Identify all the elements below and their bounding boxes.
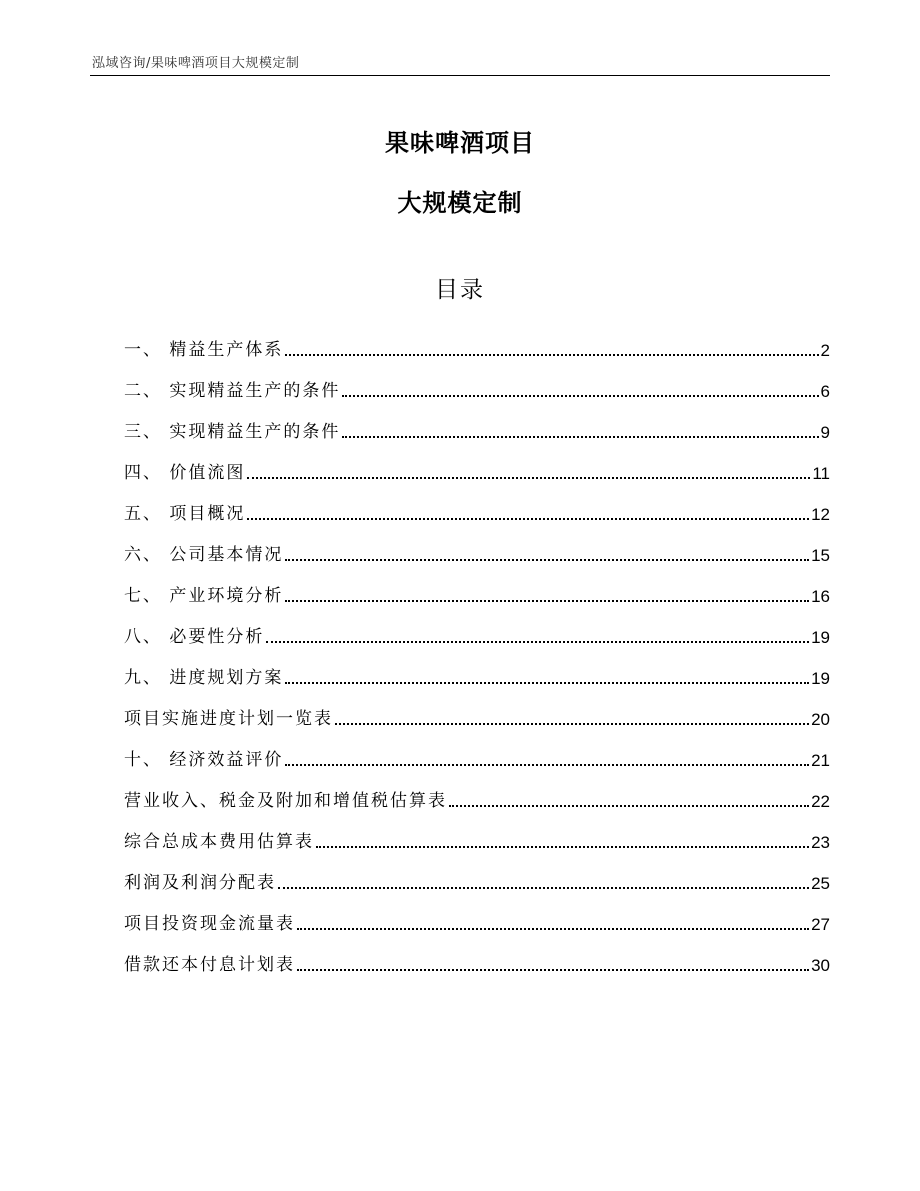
toc-entry[interactable] — [124, 771, 830, 812]
toc-leader-dots — [316, 846, 809, 848]
toc-entry[interactable] — [124, 894, 830, 935]
toc-leader-dots — [266, 641, 809, 643]
toc-entry-page: 22 — [811, 792, 830, 811]
toc-leader-dots — [285, 764, 809, 766]
document-title-line-2: 大规模定制 — [397, 189, 523, 217]
toc-entry-page: 16 — [811, 587, 830, 606]
toc-entry-label: 项目投资现金流量表 — [124, 914, 295, 934]
toc-entry-page: 23 — [811, 833, 830, 852]
toc-leader-dots — [297, 969, 809, 971]
toc-leader-dots — [297, 928, 809, 930]
toc-leader-dots — [449, 805, 809, 807]
toc-entry-page: 6 — [820, 382, 830, 401]
toc-entry-label: 三、 实现精益生产的条件 — [124, 422, 341, 442]
toc-entry-label: 一、 精益生产体系 — [124, 340, 284, 360]
header-divider — [90, 75, 830, 76]
toc-entry[interactable] — [124, 812, 830, 853]
document-title-line-1: 果味啤酒项目 — [385, 129, 535, 157]
toc-entry-page: 21 — [811, 751, 830, 770]
toc-leader-dots — [285, 600, 809, 602]
toc-leader-dots — [247, 477, 810, 479]
toc-entry[interactable] — [124, 402, 830, 443]
toc-entry-label: 六、 公司基本情况 — [124, 545, 284, 565]
toc-entry-page: 20 — [811, 710, 830, 729]
toc-entry-label: 二、 实现精益生产的条件 — [124, 381, 341, 401]
toc-entry[interactable] — [124, 853, 830, 894]
toc-entry-page: 19 — [811, 669, 830, 688]
toc-leader-dots — [342, 436, 818, 438]
toc-entry[interactable] — [124, 484, 830, 525]
toc-leader-dots — [285, 354, 818, 356]
toc-entry-label: 七、 产业环境分析 — [124, 586, 284, 606]
table-of-contents — [124, 320, 830, 976]
toc-entry-label: 十、 经济效益评价 — [124, 750, 284, 770]
toc-heading: 目录 — [435, 277, 485, 303]
toc-entry[interactable] — [124, 730, 830, 771]
toc-leader-dots — [335, 723, 809, 725]
toc-entry-page: 27 — [811, 915, 830, 934]
toc-entry[interactable] — [124, 935, 830, 976]
toc-entry-page: 2 — [820, 341, 830, 360]
toc-entry-page: 12 — [811, 505, 830, 524]
toc-entry-page: 30 — [811, 956, 830, 975]
toc-leader-dots — [278, 887, 809, 889]
toc-entry-label: 项目实施进度计划一览表 — [124, 709, 333, 729]
toc-entry[interactable] — [124, 689, 830, 730]
toc-entry[interactable] — [124, 648, 830, 689]
toc-leader-dots — [247, 518, 809, 520]
toc-entry-label: 综合总成本费用估算表 — [124, 832, 314, 852]
toc-leader-dots — [342, 395, 818, 397]
toc-entry[interactable] — [124, 566, 830, 607]
toc-entry[interactable] — [124, 607, 830, 648]
toc-entry-label: 利润及利润分配表 — [124, 873, 276, 893]
toc-entry-label: 营业收入、税金及附加和增值税估算表 — [124, 791, 447, 811]
toc-entry-label: 四、 价值流图 — [124, 463, 246, 483]
toc-entry-page: 25 — [811, 874, 830, 893]
toc-entry-label: 五、 项目概况 — [124, 504, 246, 524]
toc-leader-dots — [285, 682, 809, 684]
running-header: 泓域咨询/果味啤酒项目大规模定制 — [92, 56, 300, 71]
toc-entry-page: 11 — [812, 464, 830, 483]
toc-entry-label: 八、 必要性分析 — [124, 627, 265, 647]
toc-entry[interactable] — [124, 320, 830, 361]
toc-entry-page: 9 — [820, 423, 830, 442]
toc-entry[interactable] — [124, 525, 830, 566]
toc-entry-page: 19 — [811, 628, 830, 647]
toc-entry-page: 15 — [811, 546, 830, 565]
toc-entry-label: 九、 进度规划方案 — [124, 668, 284, 688]
toc-entry-label: 借款还本付息计划表 — [124, 955, 295, 975]
toc-leader-dots — [285, 559, 809, 561]
toc-entry[interactable] — [124, 361, 830, 402]
toc-entry[interactable] — [124, 443, 830, 484]
